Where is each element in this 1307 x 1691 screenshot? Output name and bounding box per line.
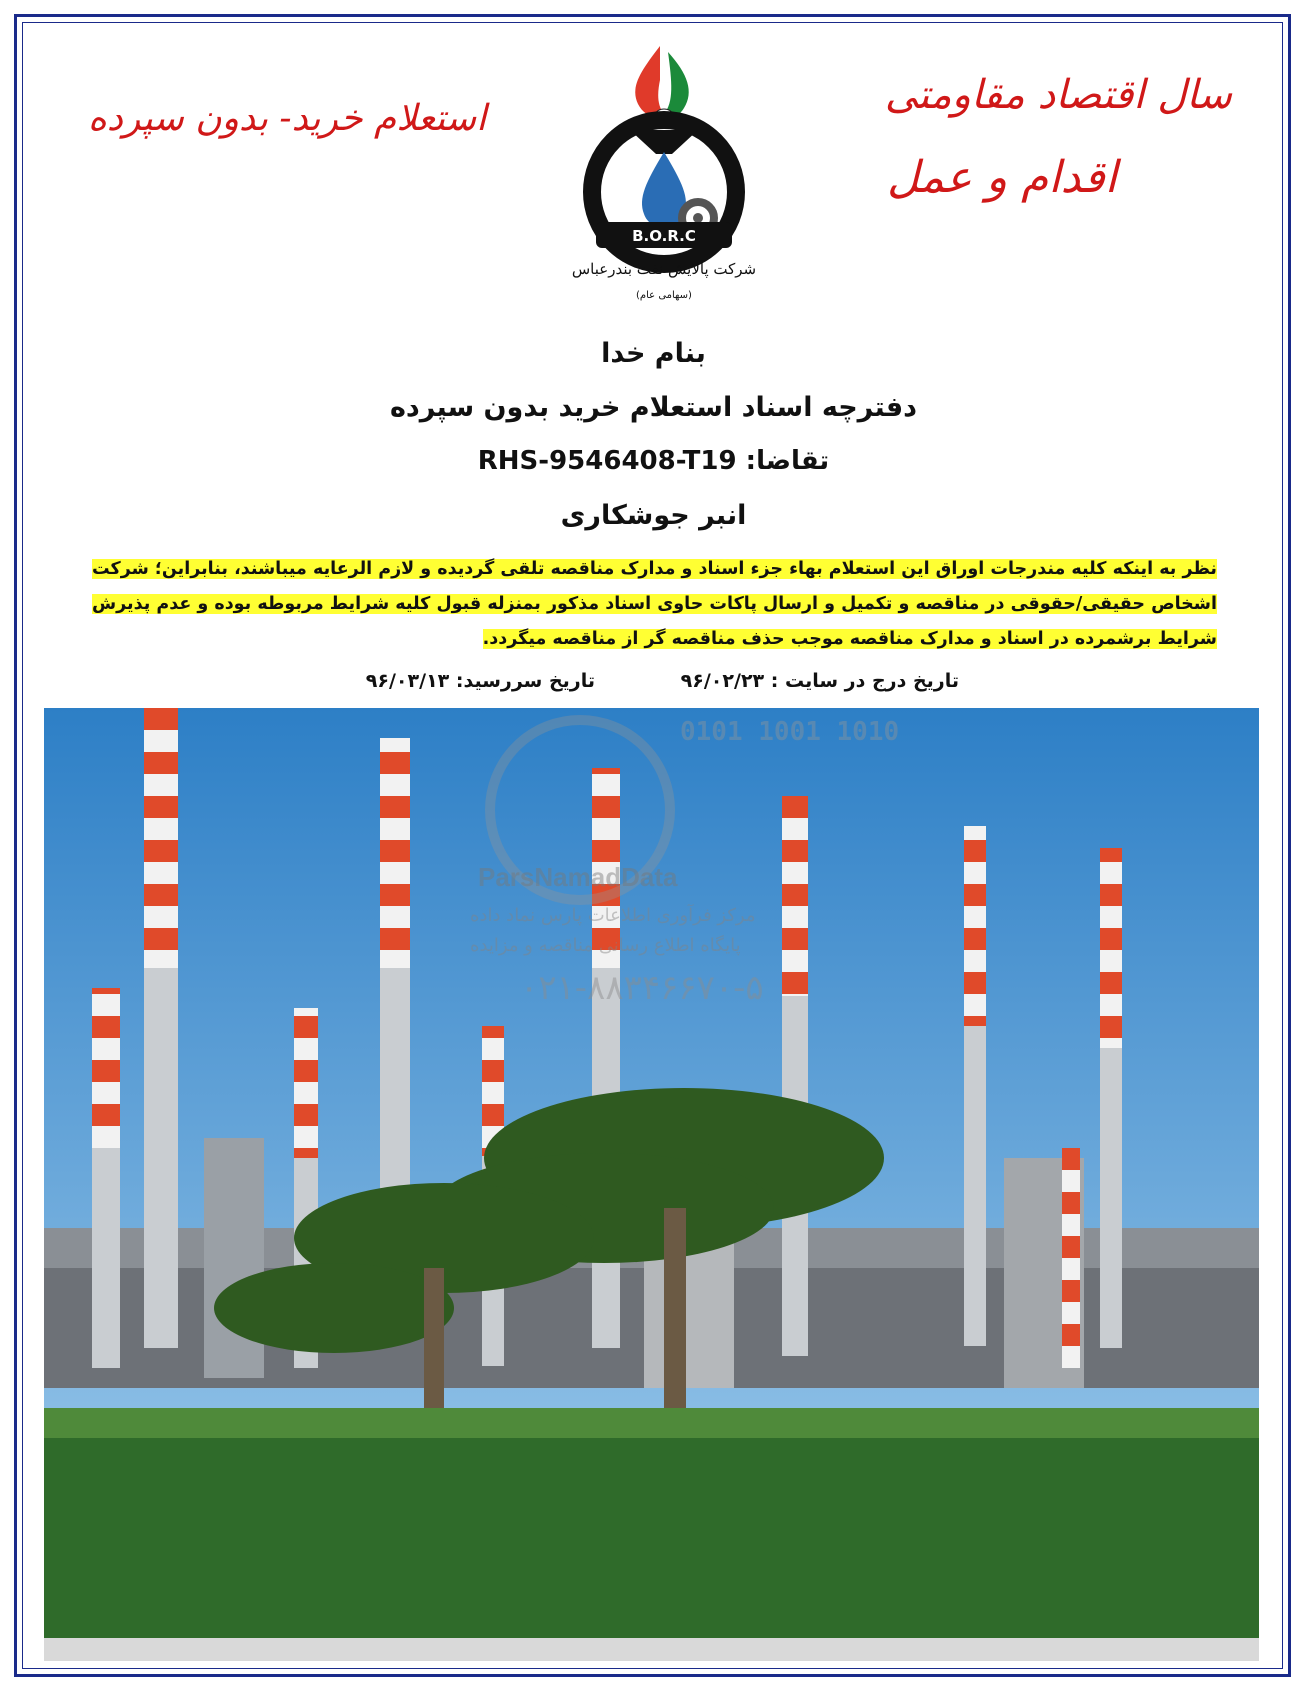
document-title: دفترچه اسناد استعلام خرید بدون سپرده: [389, 392, 918, 423]
company-logo: [560, 42, 770, 312]
due-date-value: ۹۶/۰۳/۱۳: [365, 670, 450, 692]
request-code: RHS-9546408-T19: [477, 446, 737, 476]
request-label: تقاضا:: [745, 446, 830, 476]
logo-company-name: شرکت پالایش نفت بندرعباس: [571, 260, 757, 278]
notice-paragraph: [92, 552, 1217, 657]
due-date-label: تاریخ سررسید:: [455, 670, 595, 692]
watermark-line2: پایگاه اطلاع رسانی مناقصه و مزایده: [470, 935, 741, 956]
notice-highlighted-text: نظر به اینکه کلیه مندرجات اوراق این استعلام بهاء جزء اسناد و مدارک مناقصه تلقی گردیده و لازم الرعایه میباشند، بنابراین؛ شرکت اشخاص حقیقی/حقوقی در مناقصه و تکمیل و ارسال پاکات حاوی اسناد مذکور بمنزله قبول کلیه شرایط مربوطه بوده و عدم پذیرش شرایط برشمرده در اسناد و مدارک مناقصه موجب حذف مناقصه گر از مناقصه میگردد.: [92, 559, 1217, 649]
posted-date-label: تاریخ درج در سایت :: [770, 670, 959, 692]
watermark-phone: ۰۲۱-۸۸۳۴۶۶۷۰-۵: [520, 968, 764, 1008]
flame-green-icon: [664, 52, 689, 117]
bismillah: بنام خدا: [601, 338, 706, 369]
watermark-digits: 0101 1001 1010: [680, 717, 900, 747]
logo-acronym: B.O.R.C: [632, 227, 696, 245]
posted-date: [681, 670, 959, 692]
hedge: [44, 1408, 1259, 1661]
logo-company-type: (سهامی عام): [636, 290, 692, 301]
request-line: [0, 446, 1307, 476]
top-left-title: استعلام خرید- بدون سپرده: [88, 98, 487, 139]
watermark-line1: مرکز فرآوری اطلاعات پارس نماد داده: [470, 905, 756, 926]
slogan-line1: سال اقتصاد مقاومتی: [884, 72, 1232, 118]
due-date: [366, 670, 595, 692]
subject: انبر جوشکاری: [560, 500, 747, 531]
slogan-line2: اقدام و عمل: [886, 152, 1117, 203]
flame-red-icon: [635, 46, 664, 117]
posted-date-value: ۹۶/۰۲/۲۳: [680, 670, 765, 692]
refinery-photo: [44, 708, 1259, 1661]
watermark-brand: ParsNamadData: [478, 862, 678, 892]
